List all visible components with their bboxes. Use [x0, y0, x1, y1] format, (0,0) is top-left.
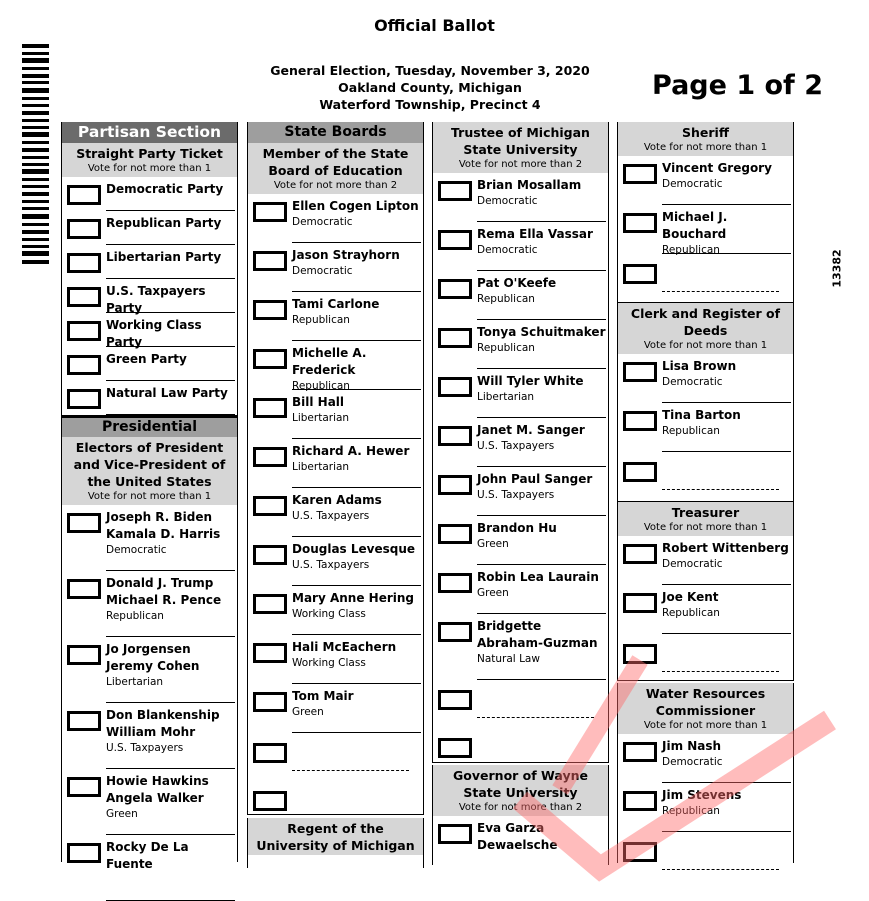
candidate[interactable]	[477, 320, 606, 369]
candidate-party: Republican	[477, 342, 535, 354]
timing-marks	[22, 44, 49, 266]
party-name: Republican Party	[106, 216, 222, 230]
vote-oval[interactable]	[438, 377, 472, 397]
vote-oval[interactable]	[67, 645, 101, 665]
vote-oval[interactable]	[253, 202, 287, 222]
candidate-party: Green	[477, 538, 509, 550]
party-option[interactable]	[106, 313, 235, 347]
candidate-party: Republican	[292, 314, 350, 326]
party-option[interactable]	[106, 279, 235, 313]
vote-oval[interactable]	[623, 593, 657, 613]
vote-oval[interactable]	[253, 791, 287, 811]
vote-oval[interactable]	[438, 690, 472, 710]
vote-oval[interactable]	[623, 791, 657, 811]
president-list	[62, 505, 237, 901]
candidate[interactable]	[662, 156, 791, 205]
candidate-name: Joseph R. Biden Kamala D. Harris	[106, 510, 221, 541]
office-president	[62, 437, 237, 505]
candidate-name: Howie Hawkins Angela Walker	[106, 774, 209, 805]
column-water	[617, 683, 794, 863]
write-in[interactable]	[662, 452, 791, 500]
candidate[interactable]	[477, 369, 606, 418]
candidate-party: Democratic	[292, 265, 353, 277]
candidate[interactable]	[477, 467, 606, 516]
candidate-party: U.S. Taxpayers	[477, 489, 555, 501]
vote-oval[interactable]	[67, 287, 101, 307]
vote-oval[interactable]	[623, 164, 657, 184]
office-title: Member of the State Board of Education	[262, 146, 409, 178]
candidate-name: Michael J. Bouchard	[662, 210, 728, 241]
vote-oval[interactable]	[438, 181, 472, 201]
vote-oval[interactable]	[438, 475, 472, 495]
candidate[interactable]	[662, 205, 791, 254]
vote-oval[interactable]	[253, 300, 287, 320]
party-name: Libertarian Party	[106, 250, 222, 264]
write-in[interactable]	[662, 634, 791, 682]
vote-oval[interactable]	[623, 742, 657, 762]
candidate-party: Libertarian	[477, 391, 535, 403]
party-name: Green Party	[106, 352, 187, 366]
write-in[interactable]	[662, 254, 791, 302]
vote-oval[interactable]	[438, 279, 472, 299]
write-in-line[interactable]	[662, 291, 779, 292]
party-name: Working Class Party	[106, 318, 202, 349]
office-clerk	[618, 303, 793, 354]
candidate-name: Rocky De La Fuente	[106, 840, 189, 871]
vote-oval[interactable]	[623, 411, 657, 431]
party-option[interactable]	[106, 381, 235, 415]
section-partisan: Partisan Section	[62, 122, 237, 143]
candidate-name: Eva Garza Dewaelsche	[477, 821, 558, 852]
candidate-name: John Paul Sanger	[477, 472, 593, 486]
candidate[interactable]	[477, 271, 606, 320]
column-partisan	[61, 122, 238, 871]
candidate[interactable]	[662, 585, 791, 634]
candidate-party: Democratic	[477, 195, 538, 207]
office-treasurer	[618, 502, 793, 536]
vote-oval[interactable]	[623, 842, 657, 862]
vote-oval[interactable]	[67, 579, 101, 599]
write-in-line[interactable]	[662, 489, 779, 490]
column-regent	[247, 818, 424, 868]
candidate-name: Tom Mair	[292, 689, 354, 703]
office-title: Electors of President and Vice-President of the United States	[73, 440, 226, 489]
vote-oval[interactable]	[67, 513, 101, 533]
candidate-party: Green	[292, 706, 324, 718]
candidate-party: Libertarian	[106, 676, 164, 688]
candidate[interactable]	[106, 769, 235, 835]
vote-note: Vote for not more than 1	[643, 720, 768, 731]
candidate[interactable]	[477, 565, 606, 614]
vote-oval[interactable]	[623, 644, 657, 664]
vote-oval[interactable]	[67, 219, 101, 239]
vote-oval[interactable]	[253, 692, 287, 712]
vote-oval[interactable]	[67, 185, 101, 205]
candidate-party: Republican	[662, 805, 720, 817]
write-in-line[interactable]	[662, 671, 779, 672]
treasurer-list	[618, 536, 793, 682]
vote-oval[interactable]	[438, 824, 472, 844]
vote-oval[interactable]	[438, 328, 472, 348]
candidate-party: Republican	[662, 425, 720, 437]
candidate[interactable]	[477, 173, 606, 222]
water-list	[618, 734, 793, 880]
candidate-name: Don Blankenship William Mohr	[106, 708, 220, 739]
candidate-party: Libertarian	[292, 412, 350, 424]
party-option[interactable]	[106, 211, 235, 245]
office-sheriff	[618, 122, 793, 156]
candidate[interactable]	[662, 403, 791, 452]
candidate-name: Jo Jorgensen Jeremy Cohen	[106, 642, 200, 673]
vote-oval[interactable]	[67, 711, 101, 731]
candidate-party: Democratic	[662, 756, 723, 768]
candidate-name: Brian Mosallam	[477, 178, 582, 192]
vote-oval[interactable]	[253, 447, 287, 467]
vote-note: Vote for not more than 1	[87, 163, 212, 174]
candidate-name: Donald J. Trump Michael R. Pence	[106, 576, 222, 607]
vote-oval[interactable]	[253, 594, 287, 614]
office-title: Clerk and Register of Deeds	[630, 306, 781, 338]
candidate-party: U.S. Taxpayers	[292, 510, 370, 522]
vote-oval[interactable]	[623, 544, 657, 564]
vote-note: Vote for not more than 2	[458, 159, 583, 170]
vote-oval[interactable]	[623, 362, 657, 382]
column-treasurer	[617, 502, 794, 681]
vote-oval[interactable]	[623, 213, 657, 233]
candidate[interactable]	[292, 537, 421, 586]
vote-oval[interactable]	[67, 253, 101, 273]
candidate-name: Will Tyler White	[477, 374, 584, 388]
candidate[interactable]	[477, 516, 606, 565]
vote-oval[interactable]	[253, 398, 287, 418]
candidate-name: Hali McEachern	[292, 640, 397, 654]
candidate[interactable]	[477, 614, 606, 680]
write-in[interactable]	[477, 680, 606, 728]
candidate-party: Libertarian	[292, 461, 350, 473]
vote-oval[interactable]	[253, 251, 287, 271]
office-title: Regent of the University of Michigan	[256, 821, 415, 853]
candidate-party: Working Class	[292, 657, 366, 669]
vote-note: Vote for not more than 2	[273, 180, 398, 191]
vote-oval[interactable]	[253, 496, 287, 516]
candidate[interactable]	[292, 390, 421, 439]
candidate-name: Tonya Schuitmaker	[477, 325, 606, 339]
ballot-title: Official Ballot	[374, 16, 495, 35]
office-wsu-governor	[433, 765, 608, 816]
candidate-name: Rema Ella Vassar	[477, 227, 593, 241]
party-option[interactable]	[106, 245, 235, 279]
candidate-party: Green	[477, 587, 509, 599]
write-in[interactable]	[662, 832, 791, 880]
candidate-party: Working Class	[292, 608, 366, 620]
ballot-id: 13382	[830, 249, 844, 288]
sheriff-list	[618, 156, 793, 302]
section-state-boards: State Boards	[248, 122, 423, 143]
candidate-name: Douglas Levesque	[292, 542, 416, 556]
candidate[interactable]	[292, 341, 421, 390]
candidate[interactable]	[292, 439, 421, 488]
vote-oval[interactable]	[438, 738, 472, 758]
office-state-board	[248, 143, 423, 194]
office-title: Governor of Wayne State University	[453, 768, 588, 800]
candidate-party: U.S. Taxpayers	[292, 559, 370, 571]
candidate-name: Robert Wittenberg	[662, 541, 789, 555]
office-title: Straight Party Ticket	[76, 146, 223, 161]
candidate-name: Janet M. Sanger	[477, 423, 585, 437]
candidate-party: Democratic	[662, 376, 723, 388]
candidate-name: Mary Anne Hering	[292, 591, 414, 605]
candidate-party: Democratic	[662, 178, 723, 190]
party-option[interactable]	[106, 347, 235, 381]
candidate-name: Bill Hall	[292, 395, 345, 409]
vote-oval[interactable]	[438, 524, 472, 544]
candidate-name: Richard A. Hewer	[292, 444, 410, 458]
candidate[interactable]	[292, 194, 421, 243]
candidate-party: Green	[106, 808, 138, 820]
vote-note: Vote for not more than 1	[643, 522, 768, 533]
vote-oval[interactable]	[67, 355, 101, 375]
candidate[interactable]	[662, 354, 791, 403]
vote-oval[interactable]	[253, 643, 287, 663]
column-sheriff	[617, 122, 794, 303]
vote-oval[interactable]	[623, 462, 657, 482]
write-in-line[interactable]	[662, 869, 779, 870]
candidate-name: Joe Kent	[662, 590, 719, 604]
msu-trustee-list	[433, 173, 608, 776]
candidate[interactable]	[662, 536, 791, 585]
office-title: Water Resources Commissioner	[645, 686, 766, 718]
candidate-party: Natural Law	[477, 653, 540, 665]
column-state-boards	[247, 122, 424, 815]
write-in-line[interactable]	[292, 770, 409, 771]
vote-oval[interactable]	[67, 843, 101, 863]
candidate[interactable]	[477, 418, 606, 467]
office-title: Trustee of Michigan State University	[451, 125, 590, 157]
county-line: Oakland County, Michigan	[338, 80, 522, 95]
office-regent	[248, 818, 423, 855]
office-title: Treasurer	[671, 505, 740, 520]
precinct-line: Waterford Township, Precinct 4	[319, 97, 541, 112]
candidate-name: Pat O'Keefe	[477, 276, 557, 290]
party-name: U.S. Taxpayers Party	[106, 284, 206, 315]
candidate[interactable]	[292, 586, 421, 635]
candidate[interactable]	[106, 835, 235, 901]
candidate-name: Tami Carlone	[292, 297, 380, 311]
office-straight-party	[62, 143, 237, 177]
state-board-list	[248, 194, 423, 829]
section-presidential: Presidential	[62, 418, 237, 437]
candidate[interactable]	[106, 703, 235, 769]
candidate-name: Robin Lea Laurain	[477, 570, 599, 584]
candidate-party: Republican	[662, 607, 720, 619]
candidate[interactable]	[106, 637, 235, 703]
candidate-party: U.S. Taxpayers	[477, 440, 555, 452]
candidate-party: Republican	[662, 244, 720, 256]
candidate[interactable]	[662, 783, 791, 832]
write-in[interactable]	[292, 733, 421, 781]
candidate-party: Republican	[477, 293, 535, 305]
office-title: Sheriff	[682, 125, 729, 140]
candidate-party: Republican	[106, 610, 164, 622]
straight-party-list	[62, 177, 237, 415]
candidate-name: Ellen Cogen Lipton	[292, 199, 419, 213]
vote-oval[interactable]	[623, 264, 657, 284]
column-msu	[432, 122, 609, 763]
party-option[interactable]	[106, 177, 235, 211]
party-name: Natural Law Party	[106, 386, 228, 400]
vote-oval[interactable]	[253, 545, 287, 565]
office-msu-trustee	[433, 122, 608, 173]
candidate[interactable]	[477, 222, 606, 271]
candidate-name: Jim Stevens	[662, 788, 742, 802]
page-number: Page 1 of 2	[652, 70, 823, 101]
vote-oval[interactable]	[253, 743, 287, 763]
vote-oval[interactable]	[67, 321, 101, 341]
candidate[interactable]	[292, 292, 421, 341]
office-water	[618, 683, 793, 734]
candidate-party: Democratic	[106, 544, 167, 556]
vote-oval[interactable]	[67, 777, 101, 797]
write-in-line[interactable]	[477, 717, 594, 718]
candidate[interactable]	[106, 571, 235, 637]
vote-note: Vote for not more than 1	[643, 340, 768, 351]
vote-note: Vote for not more than 1	[87, 491, 212, 502]
candidate-name: Lisa Brown	[662, 359, 737, 373]
election-line: General Election, Tuesday, November 3, 2020	[270, 63, 590, 78]
candidate-party: Democratic	[292, 216, 353, 228]
vote-oval[interactable]	[438, 426, 472, 446]
candidate-name: Michelle A. Frederick	[292, 346, 367, 377]
candidate[interactable]	[477, 816, 606, 854]
candidate[interactable]	[292, 488, 421, 537]
candidate[interactable]	[292, 635, 421, 684]
candidate-name: Jim Nash	[662, 739, 722, 753]
column-wsu	[432, 765, 609, 865]
candidate[interactable]	[106, 505, 235, 571]
candidate-party: Republican	[292, 380, 350, 392]
candidate[interactable]	[292, 243, 421, 292]
candidate-name: Karen Adams	[292, 493, 382, 507]
column-clerk	[617, 303, 794, 502]
candidate-party: Democratic	[477, 244, 538, 256]
candidate-name: Bridgette Abraham-Guzman	[477, 619, 598, 650]
vote-oval[interactable]	[67, 389, 101, 409]
candidate-name: Vincent Gregory	[662, 161, 772, 175]
vote-oval[interactable]	[438, 622, 472, 642]
clerk-list	[618, 354, 793, 500]
candidate-party: U.S. Taxpayers	[106, 742, 184, 754]
vote-oval[interactable]	[438, 573, 472, 593]
candidate[interactable]	[292, 684, 421, 733]
candidate[interactable]	[662, 734, 791, 783]
candidate-party: Democratic	[662, 558, 723, 570]
vote-oval[interactable]	[438, 230, 472, 250]
vote-note: Vote for not more than 1	[643, 142, 768, 153]
candidate-name: Jason Strayhorn	[292, 248, 400, 262]
vote-oval[interactable]	[253, 349, 287, 369]
candidate-name: Brandon Hu	[477, 521, 557, 535]
party-name: Democratic Party	[106, 182, 224, 196]
candidate-name: Tina Barton	[662, 408, 741, 422]
vote-note: Vote for not more than 2	[458, 802, 583, 813]
